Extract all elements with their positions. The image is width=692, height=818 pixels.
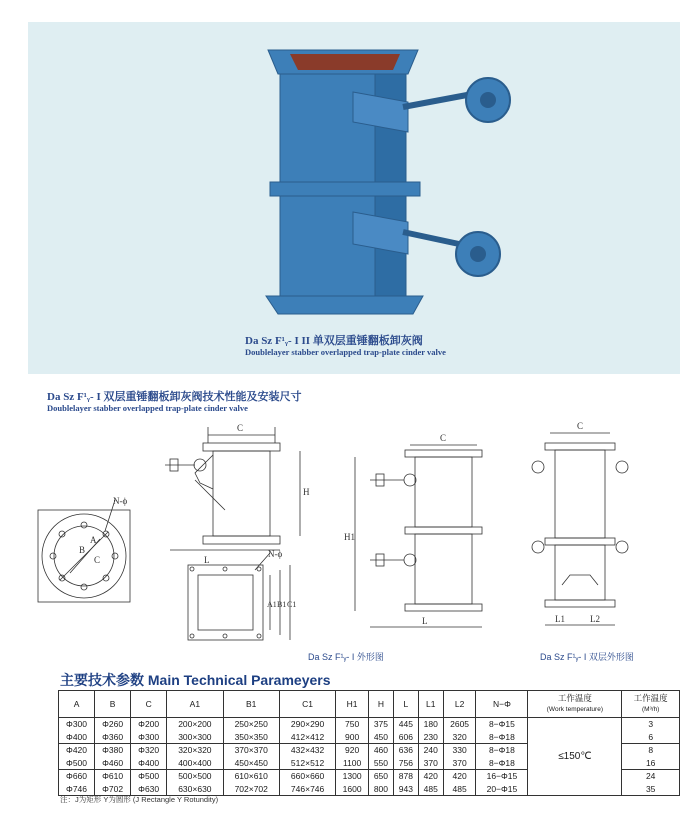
table-cell: 750 900 — [336, 718, 369, 744]
flow-cell: 24 35 — [622, 770, 680, 796]
table-title: 主要技术参数 Main Technical Parameyers — [60, 672, 331, 688]
table-cell: 500×500 630×630 — [167, 770, 223, 796]
table-cell: 8−Φ15 8−Φ18 — [476, 718, 528, 744]
table-cell: 200×200 300×300 — [167, 718, 223, 744]
label-n-phi-top: N-ϕ — [268, 549, 283, 559]
table-cell: 330 370 — [443, 744, 476, 770]
table-cell: 250×250 350×350 — [223, 718, 279, 744]
temperature-cell: ≤150℃ — [528, 718, 622, 796]
table-cell: 636 756 — [393, 744, 418, 770]
table-cell: 878 943 — [393, 770, 418, 796]
col-header: C — [131, 691, 167, 718]
table-cell: 1300 1600 — [336, 770, 369, 796]
single-valve-side-view — [165, 427, 300, 550]
section-title-cn: Da Sz F¹ᵧ- I 双层重锤翻板卸灰阀技术性能及安装尺寸 — [47, 391, 302, 403]
col-header-flow: 工作温度 (M³/h) — [622, 691, 680, 718]
table-cell: Φ380 Φ460 — [95, 744, 131, 770]
table-cell: 180 230 — [418, 718, 443, 744]
section-title-en: Doublelayer stabber overlapped trap-plate cinder valve — [47, 403, 248, 413]
table-cell: Φ260 Φ360 — [95, 718, 131, 744]
table-header-row — [59, 691, 680, 718]
product-photo-panel — [28, 22, 680, 374]
col-header: L — [393, 691, 418, 718]
table-cell: 2605 320 — [443, 718, 476, 744]
table-cell: Φ610 Φ702 — [95, 770, 131, 796]
col-header: B1 — [223, 691, 279, 718]
table-cell: 370×370 450×450 — [223, 744, 279, 770]
footnote: 注：J为矩形 Y为圆形 (J Rectangle Y Rotundity) — [60, 795, 219, 804]
double-valve-side-view — [355, 445, 482, 627]
label-c-circle: C — [94, 555, 101, 565]
col-header: B — [95, 691, 131, 718]
label-n-phi: N-ϕ — [113, 496, 128, 506]
table-cell: Φ420 Φ500 — [59, 744, 95, 770]
drawing-caption-outline: Da Sz F¹ᵧ- I 外形图 — [308, 652, 384, 662]
table-cell: Φ660 Φ746 — [59, 770, 95, 796]
table-cell: Φ300 Φ400 — [59, 718, 95, 744]
table-cell: Φ500 Φ630 — [131, 770, 167, 796]
col-header: H — [368, 691, 393, 718]
label-l1: L1 — [555, 614, 565, 624]
table-cell: 432×432 512×512 — [279, 744, 335, 770]
label-h1: H1 — [344, 532, 355, 542]
col-header: C1 — [279, 691, 335, 718]
table-cell: 240 370 — [418, 744, 443, 770]
table-row — [59, 718, 680, 744]
label-c-double: C — [440, 433, 447, 443]
table-cell: Φ320 Φ400 — [131, 744, 167, 770]
photo-caption-en: Doublelayer stabber overlapped trap-plate cinder valve — [245, 347, 446, 357]
label-c-single: C — [237, 423, 244, 433]
table-cell: 320×320 400×400 — [167, 744, 223, 770]
label-b-circle: B — [79, 545, 86, 555]
double-valve-front-view — [532, 433, 628, 625]
table-cell: 920 1100 — [336, 744, 369, 770]
col-header: A1 — [167, 691, 223, 718]
label-c-front: C — [577, 421, 584, 431]
table-cell: 8−Φ18 8−Φ18 — [476, 744, 528, 770]
photo-caption-cn: Da Sz F¹ᵧ- I II 单双层重锤翻板卸灰阀 — [245, 335, 423, 347]
table-cell: 420 485 — [418, 770, 443, 796]
col-header: A — [59, 691, 95, 718]
label-c1: C1 — [287, 600, 297, 609]
label-b1: B1 — [277, 600, 287, 609]
table-cell: 420 485 — [443, 770, 476, 796]
top-view-square — [188, 553, 290, 640]
col-header: L2 — [443, 691, 476, 718]
label-h: H — [303, 487, 310, 497]
flow-cell: 8 16 — [622, 744, 680, 770]
table-cell: 290×290 412×412 — [279, 718, 335, 744]
drawing-caption-double-outline: Da Sz F¹ᵧ- I 双层外形图 — [540, 652, 634, 662]
table-cell: 650 800 — [368, 770, 393, 796]
col-header: L1 — [418, 691, 443, 718]
label-l-double: L — [422, 616, 428, 626]
table-cell: 660×660 746×746 — [279, 770, 335, 796]
col-header: H1 — [336, 691, 369, 718]
table-cell: 460 550 — [368, 744, 393, 770]
label-l-single: L — [204, 555, 210, 565]
label-l2: L2 — [590, 614, 600, 624]
label-a-circle: A — [90, 535, 97, 545]
table-cell: Φ200 Φ300 — [131, 718, 167, 744]
table-cell: 375 450 — [368, 718, 393, 744]
table-cell: 610×610 702×702 — [223, 770, 279, 796]
parameters-table — [58, 690, 680, 796]
col-header: N−Φ — [476, 691, 528, 718]
flow-cell: 3 6 — [622, 718, 680, 744]
table-cell: 445 606 — [393, 718, 418, 744]
technical-drawings — [0, 415, 692, 650]
col-header-temperature: 工作温度 (Work temperature) — [528, 691, 622, 718]
valve-illustration — [28, 22, 680, 374]
label-a1: A1 — [267, 600, 277, 609]
table-cell: 16−Φ15 20−Φ15 — [476, 770, 528, 796]
